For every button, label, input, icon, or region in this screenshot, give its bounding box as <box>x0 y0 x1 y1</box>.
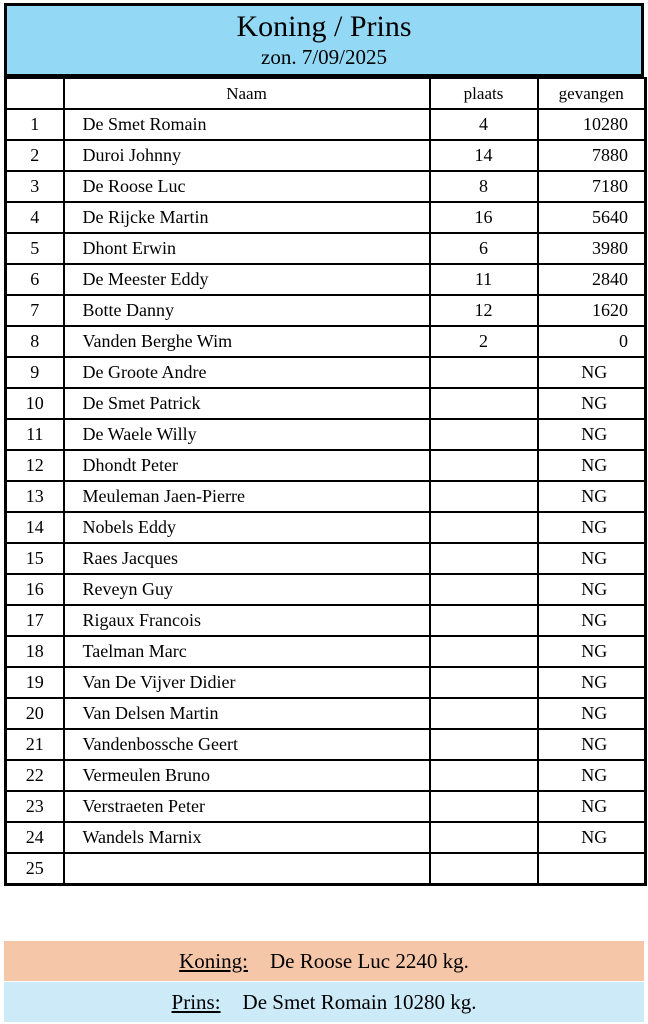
table-row <box>6 698 646 729</box>
table-row <box>6 481 646 512</box>
name-cell: Rigaux Francois <box>64 605 430 636</box>
results-table <box>4 77 647 886</box>
name-cell: De Groote Andre <box>64 357 430 388</box>
koning-banner <box>4 941 644 981</box>
caught-cell: NG <box>538 419 646 450</box>
place-cell: 16 <box>430 202 538 233</box>
table-row <box>6 388 646 419</box>
koning-value: De Roose Luc 2240 kg. <box>269 949 469 973</box>
table-row <box>6 326 646 357</box>
caught-cell: NG <box>538 605 646 636</box>
caught-cell: NG <box>538 760 646 791</box>
name-cell: Duroi Johnny <box>64 140 430 171</box>
place-cell <box>430 450 538 481</box>
table-row <box>6 605 646 636</box>
table-row <box>6 419 646 450</box>
place-cell <box>430 605 538 636</box>
caught-cell: NG <box>538 388 646 419</box>
prins-label: Prins: <box>171 990 221 1014</box>
name-cell: Van De Vijver Didier <box>64 667 430 698</box>
place-cell <box>430 791 538 822</box>
rank-cell: 6 <box>6 264 64 295</box>
rank-cell: 15 <box>6 543 64 574</box>
rank-cell: 5 <box>6 233 64 264</box>
table-row <box>6 264 646 295</box>
caught-cell: 0 <box>538 326 646 357</box>
column-header-name: Naam <box>64 78 430 109</box>
place-cell: 11 <box>430 264 538 295</box>
name-cell: De Smet Patrick <box>64 388 430 419</box>
rank-cell: 11 <box>6 419 64 450</box>
rank-cell: 12 <box>6 450 64 481</box>
name-cell: Wandels Marnix <box>64 822 430 853</box>
name-cell: Raes Jacques <box>64 543 430 574</box>
name-cell: Vermeulen Bruno <box>64 760 430 791</box>
table-row <box>6 729 646 760</box>
rank-cell: 3 <box>6 171 64 202</box>
table-row <box>6 574 646 605</box>
name-cell: Reveyn Guy <box>64 574 430 605</box>
place-cell: 14 <box>430 140 538 171</box>
table-row <box>6 760 646 791</box>
table-row <box>6 202 646 233</box>
name-cell: Botte Danny <box>64 295 430 326</box>
caught-cell: 3980 <box>538 233 646 264</box>
rank-cell: 25 <box>6 853 64 885</box>
name-cell: Vanden Berghe Wim <box>64 326 430 357</box>
rank-cell: 2 <box>6 140 64 171</box>
rank-cell: 8 <box>6 326 64 357</box>
rank-cell: 13 <box>6 481 64 512</box>
rank-cell: 9 <box>6 357 64 388</box>
name-cell: Taelman Marc <box>64 636 430 667</box>
rank-cell: 20 <box>6 698 64 729</box>
name-cell: Nobels Eddy <box>64 512 430 543</box>
rank-cell: 16 <box>6 574 64 605</box>
name-cell <box>64 853 430 885</box>
table-row <box>6 171 646 202</box>
place-cell <box>430 357 538 388</box>
results-sheet <box>4 3 644 886</box>
place-cell <box>430 822 538 853</box>
caught-cell: NG <box>538 574 646 605</box>
name-cell: Van Delsen Martin <box>64 698 430 729</box>
caught-cell: NG <box>538 698 646 729</box>
caught-cell: NG <box>538 636 646 667</box>
place-cell <box>430 543 538 574</box>
caught-cell: NG <box>538 512 646 543</box>
table-row <box>6 853 646 885</box>
caught-cell: 5640 <box>538 202 646 233</box>
caught-cell: 1620 <box>538 295 646 326</box>
page-title: Koning / Prins <box>236 10 412 43</box>
rank-cell: 24 <box>6 822 64 853</box>
caught-cell: NG <box>538 357 646 388</box>
table-row <box>6 543 646 574</box>
rank-cell: 1 <box>6 109 64 140</box>
caught-cell <box>538 853 646 885</box>
column-header-place: plaats <box>430 78 538 109</box>
place-cell <box>430 729 538 760</box>
place-cell <box>430 419 538 450</box>
name-cell: De Meester Eddy <box>64 264 430 295</box>
caught-cell: NG <box>538 667 646 698</box>
caught-cell: 10280 <box>538 109 646 140</box>
place-cell <box>430 574 538 605</box>
event-date: zon. 7/09/2025 <box>261 45 387 69</box>
table-row <box>6 512 646 543</box>
rank-cell: 18 <box>6 636 64 667</box>
rank-cell: 21 <box>6 729 64 760</box>
title-header <box>4 3 644 77</box>
rank-cell: 17 <box>6 605 64 636</box>
caught-cell: 7880 <box>538 140 646 171</box>
table-row <box>6 822 646 853</box>
rank-cell: 4 <box>6 202 64 233</box>
caught-cell: 7180 <box>538 171 646 202</box>
table-row <box>6 233 646 264</box>
place-cell: 6 <box>430 233 538 264</box>
rank-cell: 22 <box>6 760 64 791</box>
table-row <box>6 109 646 140</box>
prins-value: De Smet Romain 10280 kg. <box>242 990 477 1014</box>
table-row <box>6 295 646 326</box>
place-cell: 4 <box>430 109 538 140</box>
table-row <box>6 450 646 481</box>
caught-cell: NG <box>538 822 646 853</box>
name-cell: Dhondt Peter <box>64 450 430 481</box>
name-cell: Verstraeten Peter <box>64 791 430 822</box>
place-cell <box>430 512 538 543</box>
name-cell: De Waele Willy <box>64 419 430 450</box>
rank-cell: 23 <box>6 791 64 822</box>
caught-cell: NG <box>538 729 646 760</box>
name-cell: Vandenbossche Geert <box>64 729 430 760</box>
table-row <box>6 791 646 822</box>
koning-label: Koning: <box>179 949 248 973</box>
column-header-rank <box>6 78 64 109</box>
place-cell <box>430 760 538 791</box>
place-cell <box>430 388 538 419</box>
place-cell <box>430 853 538 885</box>
place-cell: 2 <box>430 326 538 357</box>
caught-cell: 2840 <box>538 264 646 295</box>
name-cell: De Roose Luc <box>64 171 430 202</box>
place-cell: 8 <box>430 171 538 202</box>
place-cell <box>430 698 538 729</box>
place-cell <box>430 667 538 698</box>
place-cell <box>430 481 538 512</box>
table-row <box>6 357 646 388</box>
column-header-caught: gevangen <box>538 78 646 109</box>
caught-cell: NG <box>538 791 646 822</box>
table-row <box>6 667 646 698</box>
caught-cell: NG <box>538 543 646 574</box>
table-row <box>6 636 646 667</box>
name-cell: Meuleman Jaen-Pierre <box>64 481 430 512</box>
table-row <box>6 140 646 171</box>
name-cell: De Smet Romain <box>64 109 430 140</box>
prins-banner <box>4 982 644 1022</box>
rank-cell: 7 <box>6 295 64 326</box>
rank-cell: 14 <box>6 512 64 543</box>
rank-cell: 10 <box>6 388 64 419</box>
table-header-row <box>6 78 646 109</box>
caught-cell: NG <box>538 481 646 512</box>
place-cell: 12 <box>430 295 538 326</box>
name-cell: De Rijcke Martin <box>64 202 430 233</box>
rank-cell: 19 <box>6 667 64 698</box>
name-cell: Dhont Erwin <box>64 233 430 264</box>
place-cell <box>430 636 538 667</box>
caught-cell: NG <box>538 450 646 481</box>
